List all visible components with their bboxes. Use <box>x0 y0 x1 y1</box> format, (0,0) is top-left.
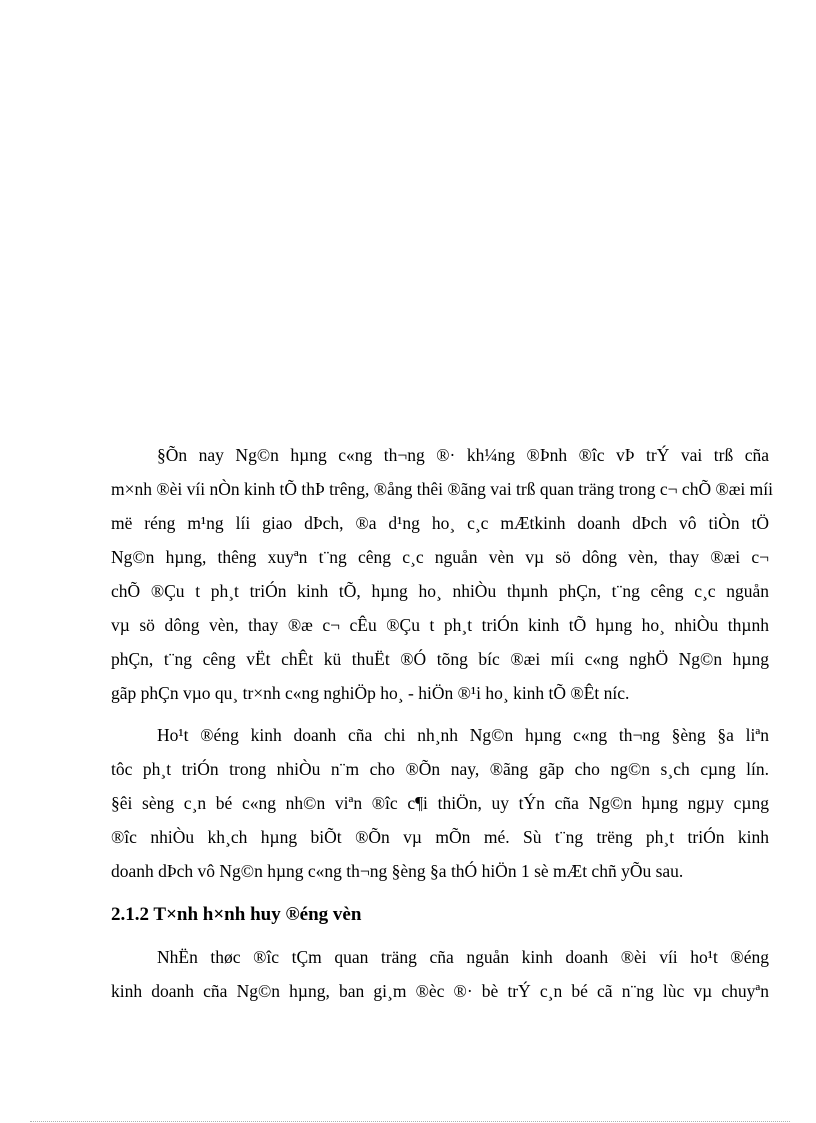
text-line: Ng©n hµng, thêng xuyªn t¨ng cêng c¸c nguån vèn vµ sö dông vèn, thay ®æi c¬ <box>111 547 769 567</box>
text-line: m×nh ®èi víi nÒn kinh tÕ thÞ trêng, ®ång thêi ®ãng vai trß quan träng trong c¬ chÕ ®æi míi <box>111 479 773 499</box>
text-line: kinh doanh cña Ng©n hµng, ban gi¸m ®èc ®· bè trÝ c¸n bé cã n¨ng lùc vµ chuyªn <box>111 981 769 1001</box>
paragraph-capital <box>111 940 769 1008</box>
paragraph-activity <box>111 718 769 888</box>
text-line: §êi sèng c¸n bé c«ng nh©n viªn ®îc c¶i thiÖn, uy tÝn cña Ng©n hµng ngµy cµng <box>111 793 769 813</box>
section-heading: 2.1.2 T×nh h×nh huy ®éng vèn <box>111 904 362 925</box>
text-line: phÇn, t¨ng cêng vËt chÊt kü thuËt ®Ó tõng bíc ®æi míi c«ng nghÖ Ng©n hµng <box>111 649 769 669</box>
text-line: chÕ ®Çu t ph¸t triÓn kinh tÕ, hµng ho¸ nhiÒu thµnh phÇn, t¨ng cêng c¸c nguån <box>111 581 769 601</box>
document-body <box>111 438 773 1008</box>
text-line: vµ sö dông vèn, thay ®æ c¬ cÊu ®Çu t ph¸t triÓn kinh tÕ hµng ho¸ nhiÒu thµnh <box>111 615 769 635</box>
paragraph-intro <box>111 438 773 710</box>
text-line: tôc ph¸t triÓn trong nhiÒu n¨m cho ®Õn nay, ®ãng gãp cho ng©n s¸ch cµng lín. <box>111 759 769 779</box>
text-line: doanh dÞch vô Ng©n hµng c«ng th¬ng §èng §a thÓ hiÖn 1 sè mÆt chñ yÕu sau. <box>111 861 684 881</box>
text-line: NhËn thøc ®îc tÇm quan träng cña nguån kinh doanh ®èi víi ho¹t ®éng <box>157 947 769 967</box>
text-line: §Õn nay Ng©n hµng c«ng th¬ng ®· kh¼ng ®Þnh ®îc vÞ trÝ vai trß cña <box>157 445 769 465</box>
text-line: më réng m¹ng líi giao dÞch, ®a d¹ng ho¸ c¸c mÆtkinh doanh dÞch vô tiÒn tÖ <box>111 513 769 533</box>
text-line: ®îc nhiÒu kh¸ch hµng biÕt ®Õn vµ mÕn mé. Sù t¨ng trëng ph¸t triÓn kinh <box>111 827 769 847</box>
text-line: Ho¹t ®éng kinh doanh cña chi nh¸nh Ng©n hµng c«ng th¬ng §èng §a liªn <box>157 725 769 745</box>
page-bottom-rule <box>30 1121 790 1122</box>
text-line: gãp phÇn vµo qu¸ tr×nh c«ng nghiÖp ho¸ - hiÖn ®¹i ho¸ kinh tÕ ®Êt níc. <box>111 683 630 703</box>
